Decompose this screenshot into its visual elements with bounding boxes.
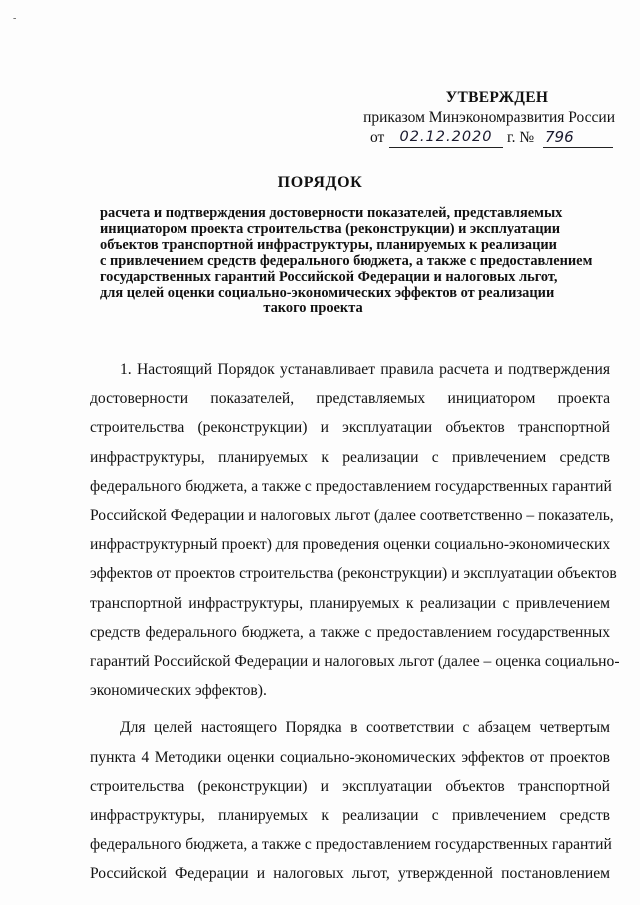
- text-line: пункта 4 Методики оценки социально-экономических эффектов от проектов: [90, 748, 610, 766]
- text-line: эффектов от проектов строительства (реконструкции) и эксплуатации объектов: [90, 565, 617, 583]
- year-number-label: г. №: [507, 129, 535, 146]
- approval-date-number-line: [355, 128, 617, 150]
- text-line: федерального бюджета, а также с предоставлением государственных гарантий: [90, 477, 612, 495]
- text-line: инфраструктурный проект) для проведения оценки социально-экономических: [90, 536, 611, 554]
- handwritten-date: 02.12.2020: [389, 128, 503, 148]
- text-line: федерального бюджета, а также с предоставлением государственных гарантий: [90, 836, 612, 854]
- approval-stamp-block: [355, 88, 617, 150]
- paragraph-1: [90, 355, 620, 705]
- text-line: строительства (реконструкции) и эксплуатации объектов транспортной: [90, 777, 610, 795]
- text-line: Для целей настоящего Порядка в соответствии с абзацем четвертым: [120, 719, 610, 737]
- text-line: экономических эффектов).: [90, 682, 267, 700]
- page-corner-mark: -: [13, 13, 17, 24]
- document-title: ПОРЯДОК: [277, 174, 363, 191]
- paragraph-2: [90, 713, 610, 888]
- approved-issuer: приказом Минэкономразвития России: [363, 109, 615, 126]
- text-line: инфраструктуры, планируемых к реализации с привлечением средств: [90, 448, 610, 466]
- text-line: строительства (реконструкции) и эксплуатации объектов транспортной: [90, 419, 610, 437]
- subtitle-line: такого проекта: [263, 300, 363, 317]
- text-line: инфраструктуры, планируемых к реализации с привлечением средств: [90, 807, 610, 825]
- document-subtitle: [100, 205, 593, 317]
- text-line: средств федерального бюджета, а также с предоставлением государственных: [90, 623, 610, 641]
- text-line: транспортной инфраструктуры, планируемых к реализации с привлечением: [90, 594, 610, 612]
- handwritten-order-number: 796: [543, 128, 613, 148]
- subtitle-line: государственных гарантий Российской Федерации и налоговых льгот,: [100, 268, 558, 285]
- text-line: 1. Настоящий Порядок устанавливает правила расчета и подтверждения: [120, 361, 610, 378]
- text-line: достоверности показателей, представляемых инициатором проекта: [90, 390, 610, 408]
- text-line: гарантий Российской Федерации и налоговых льгот (далее – оценка социально-: [90, 653, 620, 671]
- subtitle-line: с привлечением средств федерального бюджета, а также с предоставлением: [100, 252, 593, 269]
- text-line: Российской Федерации и налоговых льгот (далее соответственно – показатель,: [90, 507, 614, 525]
- subtitle-line: расчета и подтверждения достоверности показателей, представляемых: [100, 205, 563, 221]
- document-body: [90, 355, 620, 897]
- subtitle-line: объектов транспортной инфраструктуры, планируемых к реализации: [100, 236, 557, 253]
- subtitle-line: инициатором проекта строительства (реконструкции) и эксплуатации: [100, 220, 561, 237]
- subtitle-line: для целей оценки социально-экономических эффектов от реализации: [100, 284, 555, 301]
- from-label: от: [370, 129, 385, 146]
- approved-title: УТВЕРЖДЕН: [445, 89, 549, 106]
- text-line: Российской Федерации и налоговых льгот, утвержденной постановлением: [90, 865, 610, 883]
